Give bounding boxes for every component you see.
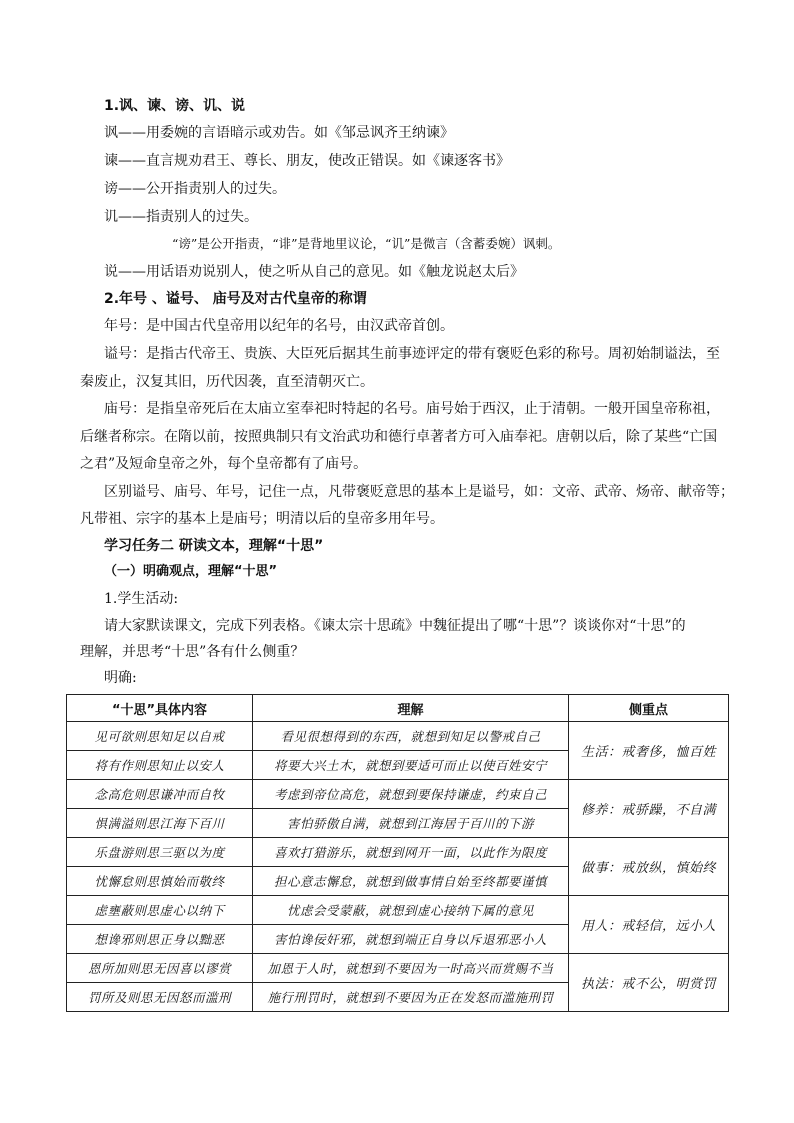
cell-content: 乐盘游则思三驱以为度 (67, 838, 253, 867)
table-header-row (67, 695, 729, 722)
task-heading: 学习任务二 研读文本，理解“十思” (104, 538, 324, 554)
para-qubie-1: 区别谥号、庙号、年号，记住一点，凡带褒贬意思的基本上是谥号，如：文帝、武帝、炀帝、献帝等； (104, 484, 734, 500)
def-shui: 说——用话语劝说别人，使之听从自己的意见。如《触龙说赵太后》 (104, 264, 524, 280)
para-miaohao-1: 庙号：是指皇帝死后在太庙立室奉祀时特起的名号。庙号始于西汉，止于清朝。一般开国皇帝称祖， (104, 401, 720, 417)
instruction-1: 请大家默读课文，完成下列表格。《谏太宗十思疏》中魏征提出了哪“十思”？谈谈你对“十思”的 (104, 618, 686, 634)
note-comparison: “谤”是公开指责，“诽”是背地里议论，“讥”是微言（含蓄委婉）讽刺。 (172, 236, 561, 251)
cell-focus: 执法：戒不公，明赏罚 (569, 954, 729, 1012)
cell-meaning: 考虑到帝位高危，就想到要保持谦虚，约束自己 (253, 780, 569, 809)
cell-content: 忧懈怠则思慎始而敬终 (67, 867, 253, 896)
cell-meaning: 看见很想得到的东西，就想到知足以警戒自己 (253, 722, 569, 751)
header-meaning: 理解 (253, 695, 569, 722)
table-row (67, 838, 729, 867)
heading-titles: 2.年号 、谥号、 庙号及对古代皇帝的称谓 (104, 291, 367, 307)
cell-content: 念高危则思谦冲而自牧 (67, 780, 253, 809)
para-nianhao: 年号：是中国古代皇帝用以纪年的名号，由汉武帝首创。 (104, 318, 454, 334)
cell-meaning: 忧虑会受蒙蔽，就想到虚心接纳下属的意见 (253, 896, 569, 925)
cell-meaning: 害怕骄傲自满，就想到江海居于百川的下游 (253, 809, 569, 838)
cell-content: 将有作则思知止以安人 (67, 751, 253, 780)
para-shihao-2: 秦废止，汉复其旧，历代因袭，直至清朝灭亡。 (80, 374, 374, 390)
heading-terms: 1.讽、谏、谤、讥、说 (104, 98, 246, 114)
cell-meaning: 加恩于人时，就想到不要因为一时高兴而赏赐不当 (253, 954, 569, 983)
def-bang: 谤——公开指责别人的过失。 (104, 181, 286, 197)
cell-meaning: 将要大兴土木，就想到要适可而止以使百姓安宁 (253, 751, 569, 780)
table-row (67, 896, 729, 925)
table-row (67, 954, 729, 983)
ten-thoughts-table (66, 694, 729, 1012)
sub-heading: （一）明确观点，理解“十思” (104, 564, 278, 579)
para-miaohao-3: 之君”及短命皇帝之外，每个皇帝都有了庙号。 (80, 456, 368, 472)
para-miaohao-2: 后继者称宗。在隋以前，按照典制只有文治武功和德行卓著者方可入庙奉祀。唐朝以后，除了某些“亡国 (80, 429, 718, 445)
cell-meaning: 喜欢打猎游乐，就想到网开一面，以此作为限度 (253, 838, 569, 867)
header-focus: 侧重点 (569, 695, 729, 722)
cell-focus: 生活：戒奢侈，恤百姓 (569, 722, 729, 780)
cell-focus: 修养：戒骄躁，不自满 (569, 780, 729, 838)
para-shihao-1: 谥号：是指古代帝王、贵族、大臣死后据其生前事迹评定的带有褒贬色彩的称号。周初始制谥法，至 (104, 346, 720, 362)
cell-meaning: 担心意志懈怠，就想到做事情自始至终都要谨慎 (253, 867, 569, 896)
activity-label: 1.学生活动: (104, 591, 179, 607)
table-row (67, 722, 729, 751)
answer-label: 明确: (104, 670, 137, 686)
header-content: “十思”具体内容 (67, 695, 253, 722)
para-qubie-2: 凡带祖、宗字的基本上是庙号；明清以后的皇帝多用年号。 (80, 511, 444, 527)
cell-focus: 用人：戒轻信，远小人 (569, 896, 729, 954)
def-feng: 讽——用委婉的言语暗示或劝告。如《邹忌讽齐王纳谏》 (104, 125, 454, 141)
def-ji: 讥——指责别人的过失。 (104, 209, 258, 225)
cell-focus: 做事：戒放纵，慎始终 (569, 838, 729, 896)
cell-content: 见可欲则思知足以自戒 (67, 722, 253, 751)
def-jian: 谏——直言规劝君王、尊长、朋友，使改正错误。如《谏逐客书》 (104, 153, 510, 169)
cell-content: 惧满溢则思江海下百川 (67, 809, 253, 838)
instruction-2: 理解，并思考“十思”各有什么侧重？ (80, 644, 305, 660)
cell-meaning: 施行刑罚时，就想到不要因为正在发怒而滥施刑罚 (253, 983, 569, 1012)
cell-content: 罚所及则思无因怒而滥刑 (67, 983, 253, 1012)
cell-content: 想谗邪则思正身以黜恶 (67, 925, 253, 954)
table-row (67, 780, 729, 809)
cell-content: 虑壅蔽则思虚心以纳下 (67, 896, 253, 925)
cell-meaning: 害怕谗佞奸邪，就想到端正自身以斥退邪恶小人 (253, 925, 569, 954)
cell-content: 恩所加则思无因喜以谬赏 (67, 954, 253, 983)
